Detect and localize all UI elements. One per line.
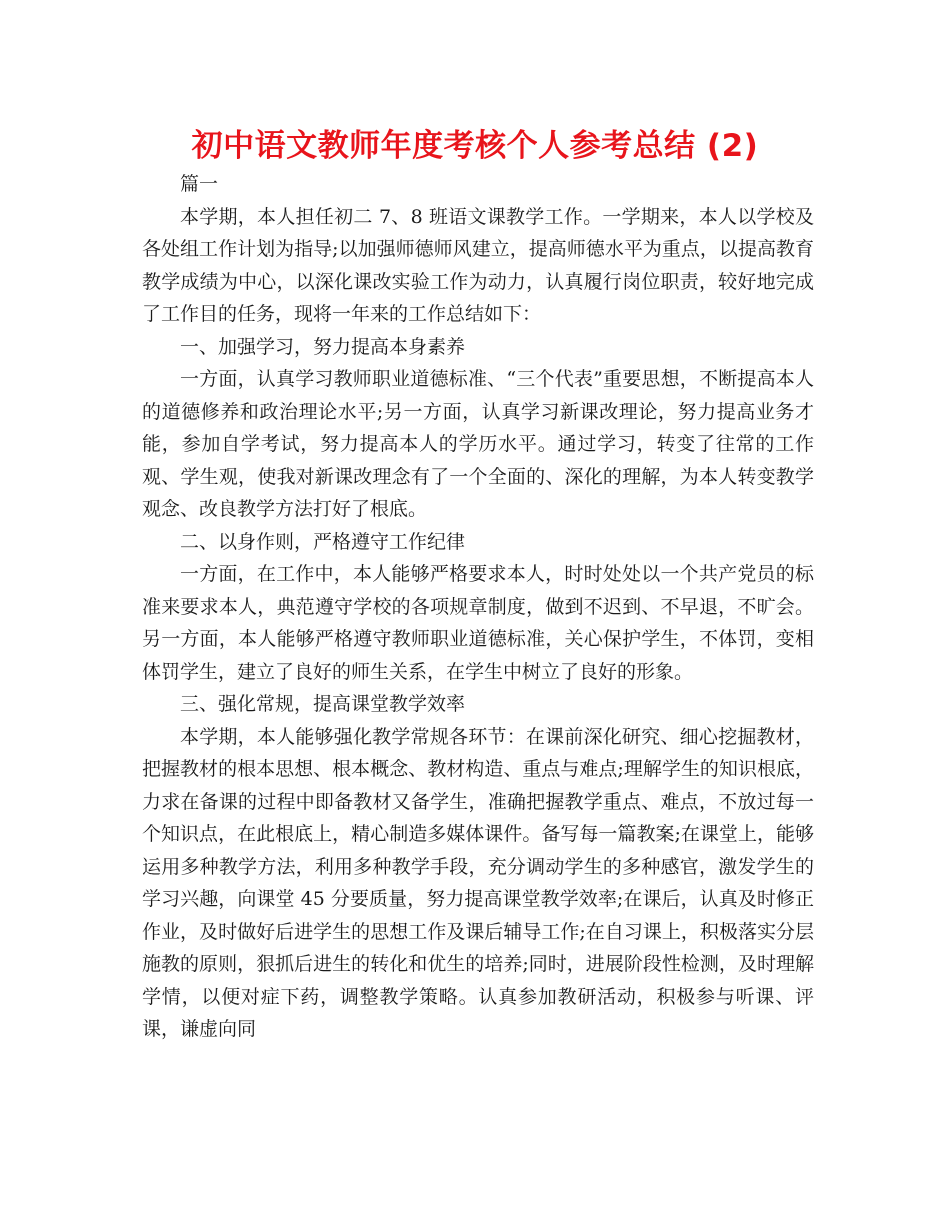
paragraph: 本学期，本人能够强化教学常规各环节：在课前深化研究、细心挖掘教材，把握教材的根本思想、根本概念、教材构造、重点与难点;理解学生的知识根底，力求在备课的过程中即备教材又备学生，准确把握教学重点、难点，不放过每一个知识点，在此根底上，精心制造多媒体课件。备写每一篇教案;在课堂上，能够运用多种教学方法，利用多种教学手段，充分调动学生的多种感官，激发学生的学习兴趣，向课堂 45 分要质量，努力提高课堂教学效率;在课后，认真及时修正作业，及时做好后进学生的思想工作及课后辅导工作;在自习课上，积极落实分层施教的原则，狠抓后进生的转化和优生的培养;同时，进展阶段性检测，及时理解学情，以便对症下药，调整教学策略。认真参加教研活动，积极参与听课、评课，谦虚向同 <box>142 725 814 1040</box>
paragraph: 一方面，认真学习教师职业道德标准、“三个代表”重要思想，不断提高本人的道德修养和政治理论水平;另一方面，认真学习新课改理论，努力提高业务才能，参加自学考试，努力提高本人的学历水平。通过学习，转变了往常的工作观、学生观，使我对新课改理念有了一个全面的、深化的理解，为本人转变教学观念、改良教学方法打好了根底。 <box>142 368 814 520</box>
paragraph: 本学期，本人担任初二 7、8 班语文课教学工作。一学期来，本人以学校及各处组工作计划为指导;以加强师德师风建立，提高师德水平为重点，以提高教育教学成绩为中心，以深化课改实验工作为动力，认真履行岗位职责，较好地完成了工作目的任务，现将一年来的工作总结如下： <box>142 205 814 325</box>
section-heading: 二、以身作则，严格遵守工作纪律 <box>180 530 466 553</box>
section-heading: 一、加强学习，努力提高本身素养 <box>180 335 466 358</box>
document-title: 初中语文教师年度考核个人参考总结 (2) <box>191 128 759 164</box>
document-body <box>142 168 814 1046</box>
paragraph: 一方面，在工作中，本人能够严格要求本人，时时处处以一个共产党员的标准来要求本人，典范遵守学校的各项规章制度，做到不迟到、不早退，不旷会。另一方面，本人能够严格遵守教师职业道德标准，关心保护学生，不体罚，变相体罚学生，建立了良好的师生关系，在学生中树立了良好的形象。 <box>142 563 814 683</box>
section-label: 篇一 <box>180 173 219 195</box>
section-heading: 三、强化常规，提高课堂教学效率 <box>180 693 466 715</box>
